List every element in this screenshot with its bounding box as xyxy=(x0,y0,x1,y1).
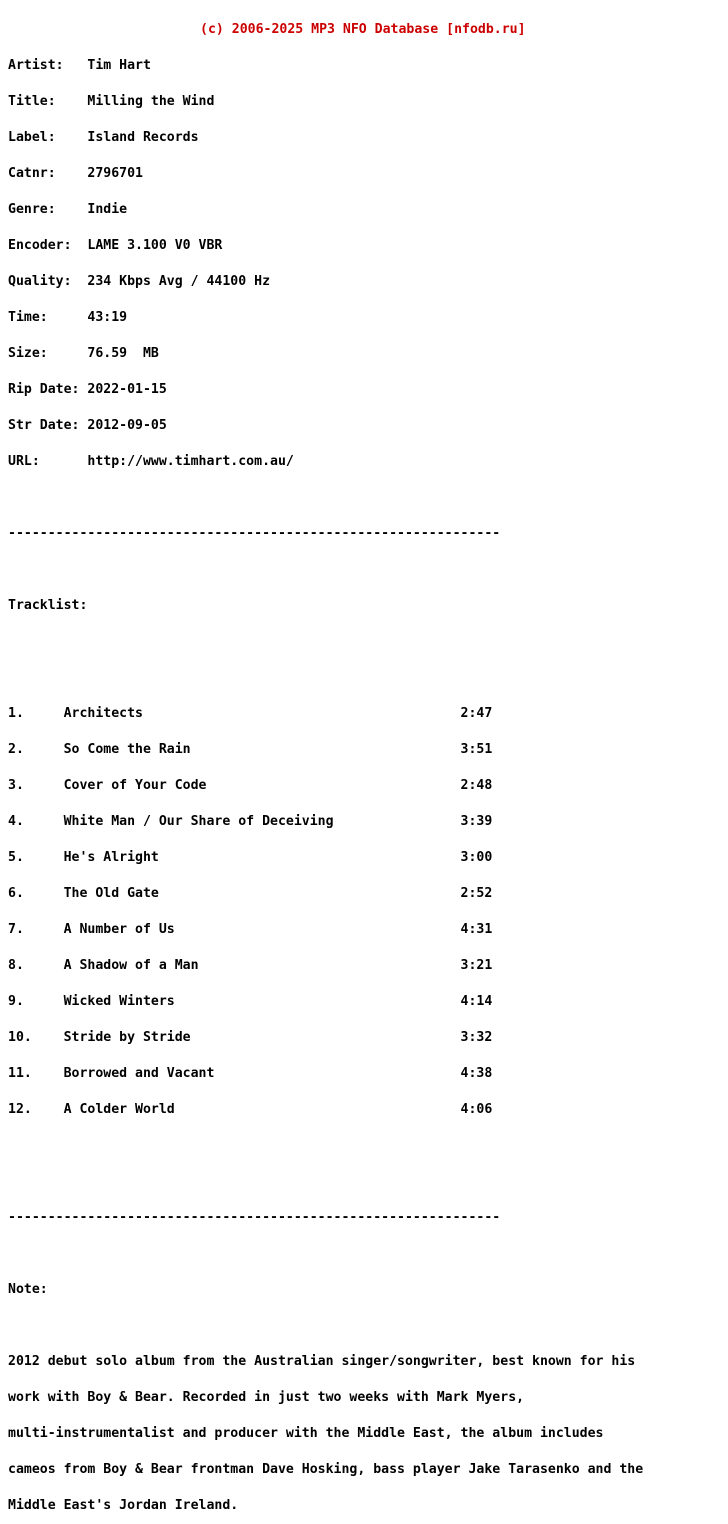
label-line: Label: Island Records xyxy=(8,130,199,145)
track-row: 2. So Come the Rain 3:51 xyxy=(8,742,493,757)
note-label: Note: xyxy=(8,1282,48,1297)
blank-line xyxy=(8,564,643,576)
note-line: multi-instrumentalist and producer with the Middle East, the album includes xyxy=(8,1426,604,1441)
title-line: Title: Milling the Wind xyxy=(8,94,215,109)
nfodb-header: (c) 2006-2025 MP3 NFO Database [nfodb.ru] xyxy=(200,22,526,37)
quality-line: Quality: 234 Kbps Avg / 44100 Hz xyxy=(8,274,271,289)
size-line: Size: 76.59 MB xyxy=(8,346,159,361)
blank-line xyxy=(8,1248,643,1260)
divider: -------------------------------------------------------------- xyxy=(8,1210,501,1225)
blank-line xyxy=(8,636,643,648)
track-row: 3. Cover of Your Code 2:48 xyxy=(8,778,493,793)
note-line: 2012 debut solo album from the Australian singer/songwriter, best known for his xyxy=(8,1354,636,1369)
note-line: work with Boy & Bear. Recorded in just two weeks with Mark Myers, xyxy=(8,1390,525,1405)
blank-line xyxy=(8,492,643,504)
genre-line: Genre: Indie xyxy=(8,202,128,217)
note-line: Middle East's Jordan Ireland. xyxy=(8,1498,239,1513)
rip-date-line: Rip Date: 2022-01-15 xyxy=(8,382,167,397)
track-row: 5. He's Alright 3:00 xyxy=(8,850,493,865)
blank-line xyxy=(8,672,643,684)
track-row: 4. White Man / Our Share of Deceiving 3:39 xyxy=(8,814,493,829)
encoder-line: Encoder: LAME 3.100 V0 VBR xyxy=(8,238,223,253)
blank-line xyxy=(8,1320,643,1332)
time-line: Time: 43:19 xyxy=(8,310,128,325)
track-row: 12. A Colder World 4:06 xyxy=(8,1102,493,1117)
note-line: cameos from Boy & Bear frontman Dave Hosking, bass player Jake Tarasenko and the xyxy=(8,1462,644,1477)
blank-line xyxy=(8,1140,643,1152)
track-row: 8. A Shadow of a Man 3:21 xyxy=(8,958,493,973)
url-line[interactable]: URL: http://www.timhart.com.au/ xyxy=(8,454,294,469)
track-row: 6. The Old Gate 2:52 xyxy=(8,886,493,901)
catnr-line: Catnr: 2796701 xyxy=(8,166,143,181)
track-row: 11. Borrowed and Vacant 4:38 xyxy=(8,1066,493,1081)
str-date-line: Str Date: 2012-09-05 xyxy=(8,418,167,433)
nfo-document xyxy=(8,0,643,1524)
tracklist-label: Tracklist: xyxy=(8,598,88,613)
blank-line xyxy=(8,1176,643,1188)
track-row: 9. Wicked Winters 4:14 xyxy=(8,994,493,1009)
artist-line: Artist: Tim Hart xyxy=(8,58,151,73)
track-row: 1. Architects 2:47 xyxy=(8,706,493,721)
divider: -------------------------------------------------------------- xyxy=(8,526,501,541)
track-row: 7. A Number of Us 4:31 xyxy=(8,922,493,937)
track-row: 10. Stride by Stride 3:32 xyxy=(8,1030,493,1045)
